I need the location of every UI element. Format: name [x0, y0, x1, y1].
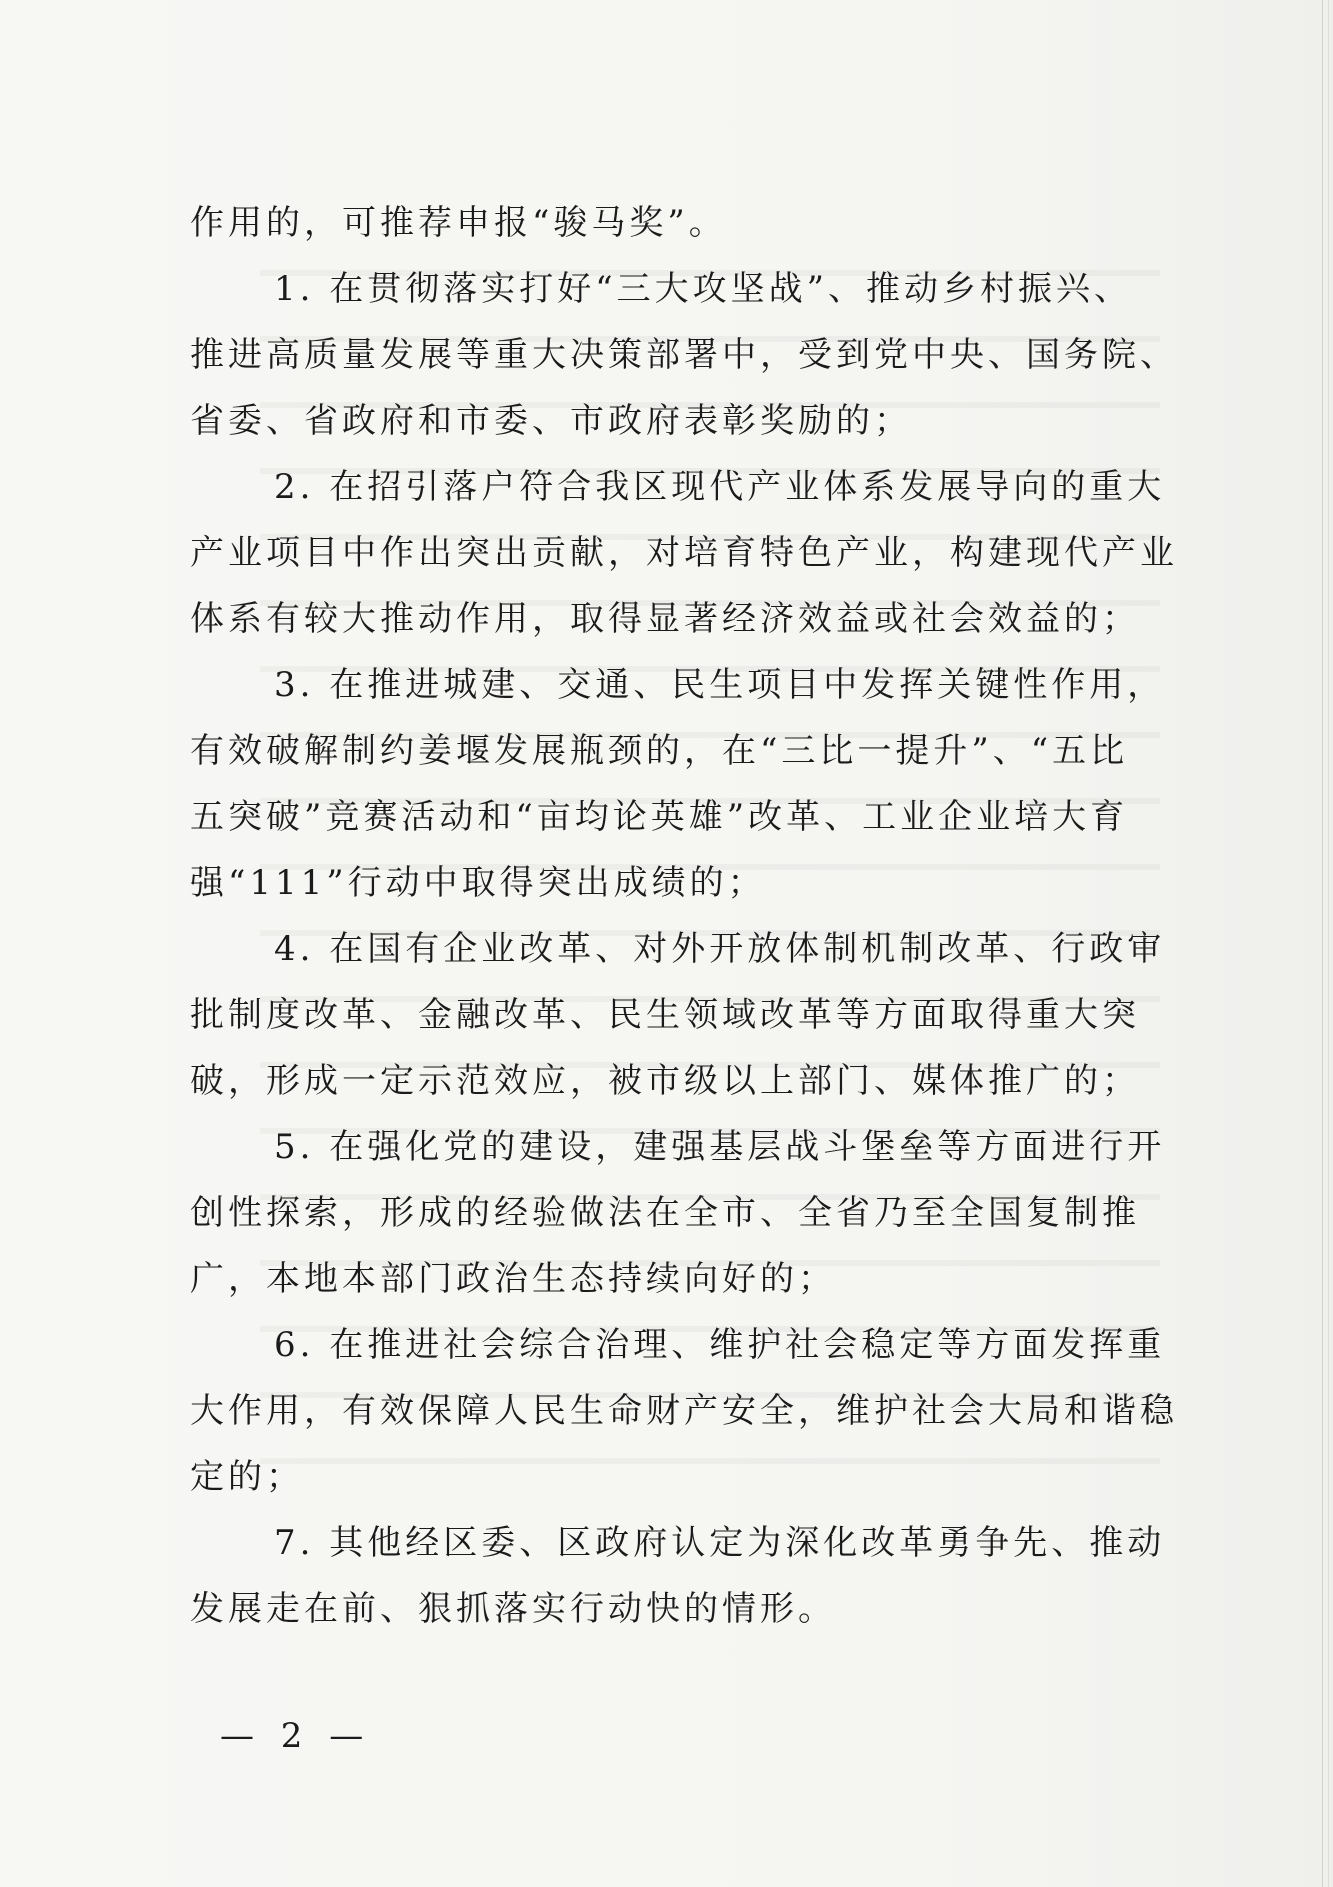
text-line: 5. 在强化党的建设，建强基层战斗堡垒等方面进行开 [274, 1127, 1166, 1167]
text-line: 创性探索，形成的经验做法在全市、全省乃至全国复制推 [190, 1193, 1140, 1233]
paper-edge-line [1322, 0, 1323, 1887]
text-line: 大作用，有效保障人民生命财产安全，维护社会大局和谐稳 [190, 1391, 1178, 1431]
text-line: 广，本地本部门政治生态持续向好的； [190, 1259, 836, 1299]
text-line: 产业项目中作出突出贡献，对培育特色产业，构建现代产业 [190, 533, 1178, 573]
text-line: 体系有较大推动作用，取得显著经济效益或社会效益的； [190, 599, 1140, 639]
text-line: 2. 在招引落户符合我区现代产业体系发展导向的重大 [274, 467, 1166, 507]
text-line: 4. 在国有企业改革、对外开放体制机制改革、行政审 [274, 929, 1166, 969]
text-line: 省委、省政府和市委、市政府表彰奖励的； [190, 401, 912, 441]
page-number: — 2 — [220, 1716, 372, 1756]
text-line: 发展走在前、狠抓落实行动快的情形。 [190, 1589, 836, 1629]
text-line: 五突破”竞赛活动和“亩均论英雄”改革、工业企业培大育 [190, 797, 1129, 837]
text-line: 破，形成一定示范效应，被市级以上部门、媒体推广的； [190, 1061, 1140, 1101]
text-line: 7. 其他经区委、区政府认定为深化改革勇争先、推动 [274, 1523, 1166, 1563]
text-line: 推进高质量发展等重大决策部署中，受到党中央、国务院、 [190, 335, 1178, 375]
text-line: 1. 在贯彻落实打好“三大攻坚战”、推动乡村振兴、 [274, 269, 1133, 309]
text-line: 定的； [190, 1457, 304, 1497]
text-line: 有效破解制约姜堰发展瓶颈的，在“三比一提升”、“五比 [190, 731, 1129, 771]
text-line: 强“111”行动中取得突出成绩的； [190, 863, 766, 903]
text-line: 3. 在推进城建、交通、民生项目中发挥关键性作用， [274, 665, 1166, 705]
text-line: 6. 在推进社会综合治理、维护社会稳定等方面发挥重 [274, 1325, 1166, 1365]
paper-edge-line-outer [1328, 0, 1329, 1887]
document-body [190, 190, 1178, 1642]
text-line: 批制度改革、金融改革、民生领域改革等方面取得重大突 [190, 995, 1140, 1035]
text-line: 作用的，可推荐申报“骏马奖”。 [190, 203, 727, 243]
